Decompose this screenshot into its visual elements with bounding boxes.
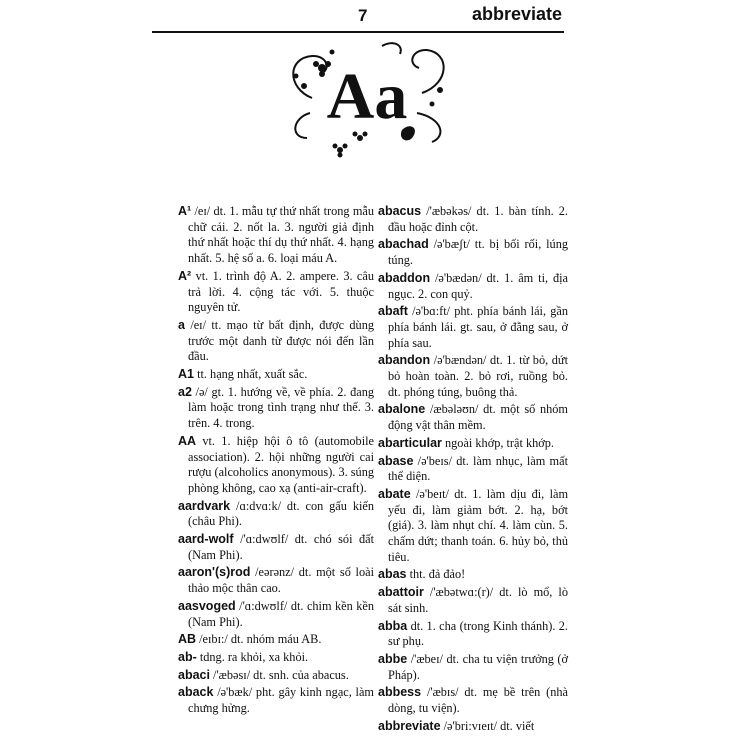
entry-definition: /'æbɪs/ dt. mẹ bề trên (nhà dòng, tu viện). <box>388 685 568 716</box>
entry-headword: abarticular <box>378 435 442 450</box>
entry-headword: a <box>178 317 185 332</box>
dictionary-entry <box>178 434 374 497</box>
entry-definition: /'æbətwɑ:(r)/ dt. lò mổ, lò sát sinh. <box>388 585 568 615</box>
header-rule <box>152 31 564 33</box>
entry-definition: /'æbeɪ/ dt. cha tu viện trưởng (ở Pháp). <box>388 651 569 682</box>
dictionary-entry <box>378 685 568 716</box>
entry-headword: aback <box>178 685 214 700</box>
entry-definition: dt. 1. cha (trong Kinh thánh). 2. sư phụ. <box>388 618 569 649</box>
right-lower-swirl-icon <box>417 113 440 142</box>
left-column <box>178 204 374 719</box>
entry-definition: tt. hạng nhất, xuất sắc. <box>197 367 308 382</box>
entry-definition: /eɪbɪ:/ dt. nhóm máu AB. <box>199 632 322 647</box>
dictionary-entry <box>178 599 374 630</box>
ornament-letters: Aa <box>326 60 408 133</box>
entry-definition: /eərənz/ dt. một số loài thảo mộc thân cao. <box>188 565 374 596</box>
dictionary-entry <box>178 499 374 530</box>
entry-headword: abalone <box>378 402 426 417</box>
dictionary-entry <box>178 668 374 684</box>
entry-definition: ngoài khớp, trật khớp. <box>445 435 554 450</box>
entry-definition: /'ɑ:dwʊlf/ dt. chim kền kền (Nam Phi). <box>188 598 374 629</box>
dictionary-entry <box>378 304 568 351</box>
entry-definition: tht. đả đảo! <box>409 567 466 582</box>
entry-headword: abacus <box>378 204 422 218</box>
entry-definition: /ə'bæʃt/ tt. bị bối rối, lúng túng. <box>388 237 568 268</box>
entry-headword: abbe <box>378 651 408 666</box>
dictionary-entry <box>378 619 568 650</box>
top-swirl-icon <box>382 43 401 54</box>
entry-definition: /ə'bæk/ pht. gây kinh ngạc, làm chưng hửng. <box>188 685 374 716</box>
dictionary-entry <box>178 650 374 666</box>
entry-headword: abaft <box>378 304 408 319</box>
page-number: 7 <box>358 6 368 25</box>
entry-headword: A² <box>178 268 192 283</box>
dictionary-entry <box>378 719 568 735</box>
entry-headword: abandon <box>378 353 431 368</box>
entry-definition: /ə'bɑ:ft/ pht. phía bánh lái, gần phía bánh lái. gt. sau, ở đằng sau, ở phía sau. <box>388 304 568 350</box>
dictionary-entry <box>378 204 568 235</box>
entry-definition: vt. 1. hiệp hội ô tô (automobile association). 2. hội những người cai rượu (alcoholics anonymous). 3. súng phòng không, cao xạ (anti-air-craft). <box>188 433 374 495</box>
entry-definition: /ə'bændən/ dt. 1. từ bỏ, dứt bỏ hoàn toàn. 2. bỏ rơi, ruồng bỏ. dt. phóng túng, buông thả. <box>388 353 568 399</box>
dictionary-entry <box>378 402 568 433</box>
entry-definition: /æbələʊn/ dt. một số nhóm động vật thân mềm. <box>388 402 568 433</box>
dictionary-entry <box>178 318 374 365</box>
dictionary-entry <box>178 385 374 432</box>
entry-definition: /eɪ/ dt. 1. mẫu tự thứ nhất trong mẫu chữ cái. 2. nốt la. 3. người giả định thứ nhất hoặc thí dụ thứ nhất. 4. hạng nhất. 5. hệ số a. 6. loại máu A. <box>188 204 374 266</box>
dictionary-entry <box>178 269 374 316</box>
entry-headword: abbreviate <box>378 718 441 733</box>
dictionary-entry <box>378 585 568 616</box>
entry-definition: vt. 1. trình độ A. 2. ampere. 3. câu trả lời. 4. cộng tác với. 5. thuộc nguyên tử. <box>188 268 374 315</box>
dictionary-entry <box>378 271 568 302</box>
entry-definition: /ə/ gt. 1. hướng về, về phía. 2. đang làm hoặc trong tình trạng như thế. 3. trên. 4. trong. <box>188 384 374 431</box>
right-column <box>378 204 568 737</box>
entry-headword: aardvark <box>178 498 231 513</box>
dictionary-entry <box>378 567 568 583</box>
dictionary-entry <box>178 532 374 563</box>
entry-definition: /ə'bri:vɪeɪt/ dt. viết <box>443 718 535 733</box>
entry-definition: /ə'beɪt/ dt. 1. làm dịu đi, làm yếu đi, làm giảm bớt. 2. hạ, bớt (giá). 3. làm nhụt chí. 4. làm cùn. 5. chấm dứt; thanh toán. 6. hủy bỏ, thủ tiêu. <box>388 486 569 564</box>
entry-definition: /'ɑ:dwʊlf/ dt. chó sói đất (Nam Phi). <box>188 532 374 562</box>
entry-headword: aasvoged <box>178 598 236 613</box>
dictionary-entry <box>378 652 568 683</box>
entry-definition: /eɪ/ tt. mạo từ bất định, được dùng trước một danh từ được nói đến lần đầu. <box>188 317 374 364</box>
dictionary-entry <box>178 685 374 716</box>
entry-headword: aaron'(s)rod <box>178 565 251 580</box>
entry-headword: abba <box>378 618 408 633</box>
dictionary-entry <box>378 487 568 566</box>
entry-headword: abas <box>378 567 407 582</box>
entry-headword: A¹ <box>178 204 192 218</box>
dictionary-entry <box>378 353 568 400</box>
entry-definition: /'æbəsɪ/ dt. snh. của abacus. <box>213 667 349 682</box>
dictionary-entry <box>178 565 374 596</box>
dictionary-entry <box>178 367 374 383</box>
entry-headword: ab- <box>178 649 197 664</box>
dictionary-entry <box>178 632 374 648</box>
dictionary-entry <box>378 237 568 268</box>
entry-headword: abachad <box>378 237 429 252</box>
dictionary-entry <box>378 436 568 452</box>
entry-headword: AA <box>178 433 197 448</box>
entry-definition: tdng. ra khỏi, xa khỏi. <box>199 649 309 664</box>
letter-ornament <box>282 38 452 158</box>
dictionary-entry <box>178 204 374 267</box>
entry-headword: abase <box>378 453 414 468</box>
entry-headword: A1 <box>178 367 194 382</box>
entry-headword: aard-wolf <box>178 532 234 547</box>
flower-icon-bottom <box>333 132 368 158</box>
dictionary-entry <box>378 454 568 485</box>
entry-headword: abate <box>378 486 411 501</box>
entry-headword: abaddon <box>378 270 431 285</box>
page-header <box>152 4 564 30</box>
right-swirl-icon <box>412 50 443 93</box>
entry-definition: /'æbəkəs/ dt. 1. bàn tính. 2. đầu hoặc đỉnh cột. <box>388 204 568 234</box>
entry-definition: /ə'beɪs/ dt. làm nhục, làm mất thể diện. <box>388 453 568 484</box>
entry-headword: abaci <box>178 667 210 682</box>
entry-headword: abattoir <box>378 585 424 600</box>
entry-headword: a2 <box>178 384 192 399</box>
entry-headword: AB <box>178 632 197 647</box>
entry-definition: /ə'bædən/ dt. 1. âm ti, địa ngục. 2. con quỷ. <box>388 270 568 301</box>
entry-headword: abbess <box>378 685 422 700</box>
dictionary-page <box>152 0 570 750</box>
left-lower-swirl-icon <box>295 113 310 138</box>
entry-definition: /ɑ:dvɑ:k/ dt. con gấu kiến (châu Phi). <box>188 498 374 529</box>
guide-word: abbreviate <box>471 4 562 24</box>
